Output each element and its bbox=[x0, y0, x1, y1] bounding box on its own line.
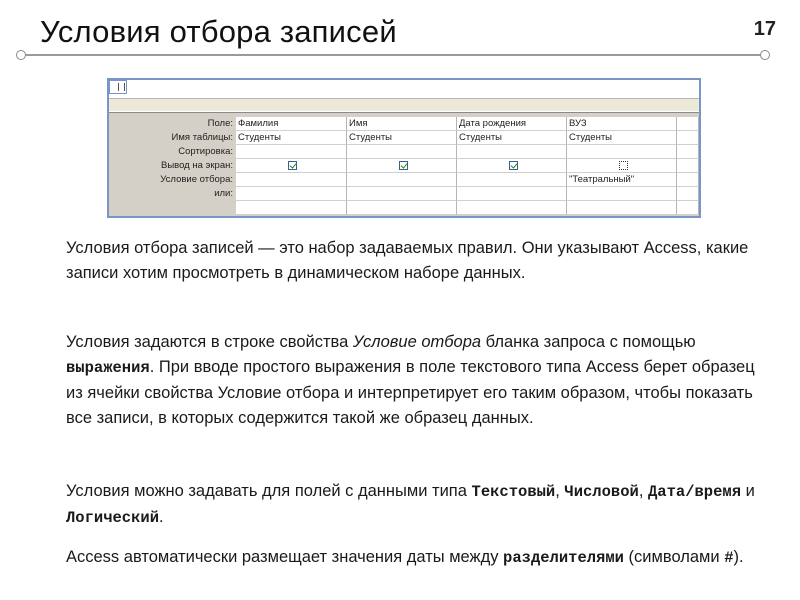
p3-type-logical: Логический bbox=[66, 509, 160, 527]
page-title: Условия отбора записей bbox=[40, 14, 397, 49]
p4-hash: # bbox=[724, 549, 734, 567]
show-checkbox-2[interactable] bbox=[399, 161, 408, 170]
p2-code: выражения bbox=[66, 359, 150, 377]
field-cell-4[interactable]: ВУЗ bbox=[567, 117, 677, 131]
rule-dot-left bbox=[16, 50, 26, 60]
criteria-cell-2[interactable] bbox=[347, 173, 457, 187]
criteria-cell-3[interactable] bbox=[457, 173, 567, 187]
sort-cell-4[interactable] bbox=[567, 145, 677, 159]
table-cell-3[interactable]: Студенты bbox=[457, 131, 567, 145]
row-label-show: Вывод на экран: bbox=[161, 160, 233, 171]
table-pane bbox=[109, 80, 699, 113]
table-cell-5[interactable] bbox=[677, 131, 699, 145]
p2-emphasis: Условие отбора bbox=[352, 333, 482, 351]
row-label-field: Поле: bbox=[207, 118, 233, 129]
field-cell-2[interactable]: Имя bbox=[347, 117, 457, 131]
paragraph-2 bbox=[66, 330, 756, 431]
query-design-grid bbox=[107, 78, 701, 218]
field-cell-1[interactable]: Фамилия bbox=[236, 117, 347, 131]
grid-row-show bbox=[109, 159, 699, 173]
horizontal-scrollbar[interactable] bbox=[109, 98, 699, 111]
p3-and: и bbox=[741, 482, 755, 500]
sort-cell-5[interactable] bbox=[677, 145, 699, 159]
grid-row-sort bbox=[109, 145, 699, 159]
empty-cell-1[interactable] bbox=[236, 201, 347, 215]
paragraph-3 bbox=[66, 479, 756, 531]
grid-row-or bbox=[109, 187, 699, 201]
sort-cell-3[interactable] bbox=[457, 145, 567, 159]
show-checkbox-4[interactable] bbox=[619, 161, 628, 170]
title-rule bbox=[22, 54, 766, 56]
table-cell-1[interactable]: Студенты bbox=[236, 131, 347, 145]
or-cell-4[interactable] bbox=[567, 187, 677, 201]
or-cell-3[interactable] bbox=[457, 187, 567, 201]
paragraph-1 bbox=[66, 236, 756, 286]
empty-cell-4[interactable] bbox=[567, 201, 677, 215]
p2-text-b: бланка запроса с помощью bbox=[481, 333, 696, 351]
empty-cell-3[interactable] bbox=[457, 201, 567, 215]
field-cell-3[interactable]: Дата рождения bbox=[457, 117, 567, 131]
show-checkbox-3[interactable] bbox=[509, 161, 518, 170]
empty-cell-2[interactable] bbox=[347, 201, 457, 215]
p3-sep-2: , bbox=[638, 482, 648, 500]
grid-row-field bbox=[109, 117, 699, 131]
table-cell-4[interactable]: Студенты bbox=[567, 131, 677, 145]
sort-cell-1[interactable] bbox=[236, 145, 347, 159]
row-label-or: или: bbox=[214, 188, 233, 199]
p4-text-a: Access автоматически размещает значения даты между bbox=[66, 548, 504, 566]
empty-cell-5[interactable] bbox=[677, 201, 699, 215]
grid-row-criteria bbox=[109, 173, 699, 187]
show-checkbox-1[interactable] bbox=[288, 161, 297, 170]
or-cell-5[interactable] bbox=[677, 187, 699, 201]
paragraph-1-text: Условия отбора записей — это набор задаваемых правил. Они указывают Access, какие записи хотим просмотреть в динамическом наборе данных. bbox=[66, 239, 749, 282]
or-cell-1[interactable] bbox=[236, 187, 347, 201]
page-number: 17 bbox=[753, 18, 776, 40]
p3-text-a: Условия можно задавать для полей с данными типа bbox=[66, 482, 472, 500]
row-label-sort: Сортировка: bbox=[178, 146, 233, 157]
or-cell-2[interactable] bbox=[347, 187, 457, 201]
criteria-cell-5[interactable] bbox=[677, 173, 699, 187]
paragraph-4 bbox=[66, 545, 756, 571]
p3-type-text: Текстовый bbox=[471, 483, 556, 501]
rule-dot-right bbox=[760, 50, 770, 60]
p3-type-number: Числовой bbox=[564, 483, 639, 501]
p3-type-datetime: Дата/время bbox=[648, 483, 742, 501]
p2-text-c: . При вводе простого выражения в поле текстового типа Access берет образец из ячейки свойства Условие отбора и интерпретирует его таким образом, чтобы показать все записи, в которых содержится такой же образец данных. bbox=[66, 358, 755, 427]
p4-text-c: ). bbox=[733, 548, 744, 566]
criteria-cell-4[interactable]: "Театральный" bbox=[567, 173, 677, 187]
p3-end: . bbox=[159, 508, 164, 526]
row-label-criteria: Условие отбора: bbox=[160, 174, 233, 185]
grid-row-empty bbox=[109, 201, 699, 215]
pane-splitter-handle[interactable] bbox=[109, 80, 127, 94]
field-cell-5[interactable] bbox=[677, 117, 699, 131]
grid-row-table bbox=[109, 131, 699, 145]
show-cell-3 bbox=[457, 159, 567, 173]
p2-text-a: Условия задаются в строке свойства bbox=[66, 333, 353, 351]
criteria-cell-1[interactable] bbox=[236, 173, 347, 187]
show-cell-4 bbox=[567, 159, 677, 173]
sort-cell-2[interactable] bbox=[347, 145, 457, 159]
p3-sep-1: , bbox=[555, 482, 565, 500]
p4-text-b: (символами bbox=[623, 548, 725, 566]
p4-code: разделителями bbox=[503, 549, 624, 567]
show-cell-1 bbox=[236, 159, 347, 173]
table-cell-2[interactable]: Студенты bbox=[347, 131, 457, 145]
show-cell-2 bbox=[347, 159, 457, 173]
show-cell-5[interactable] bbox=[677, 159, 699, 173]
row-label-table: Имя таблицы: bbox=[171, 132, 233, 143]
